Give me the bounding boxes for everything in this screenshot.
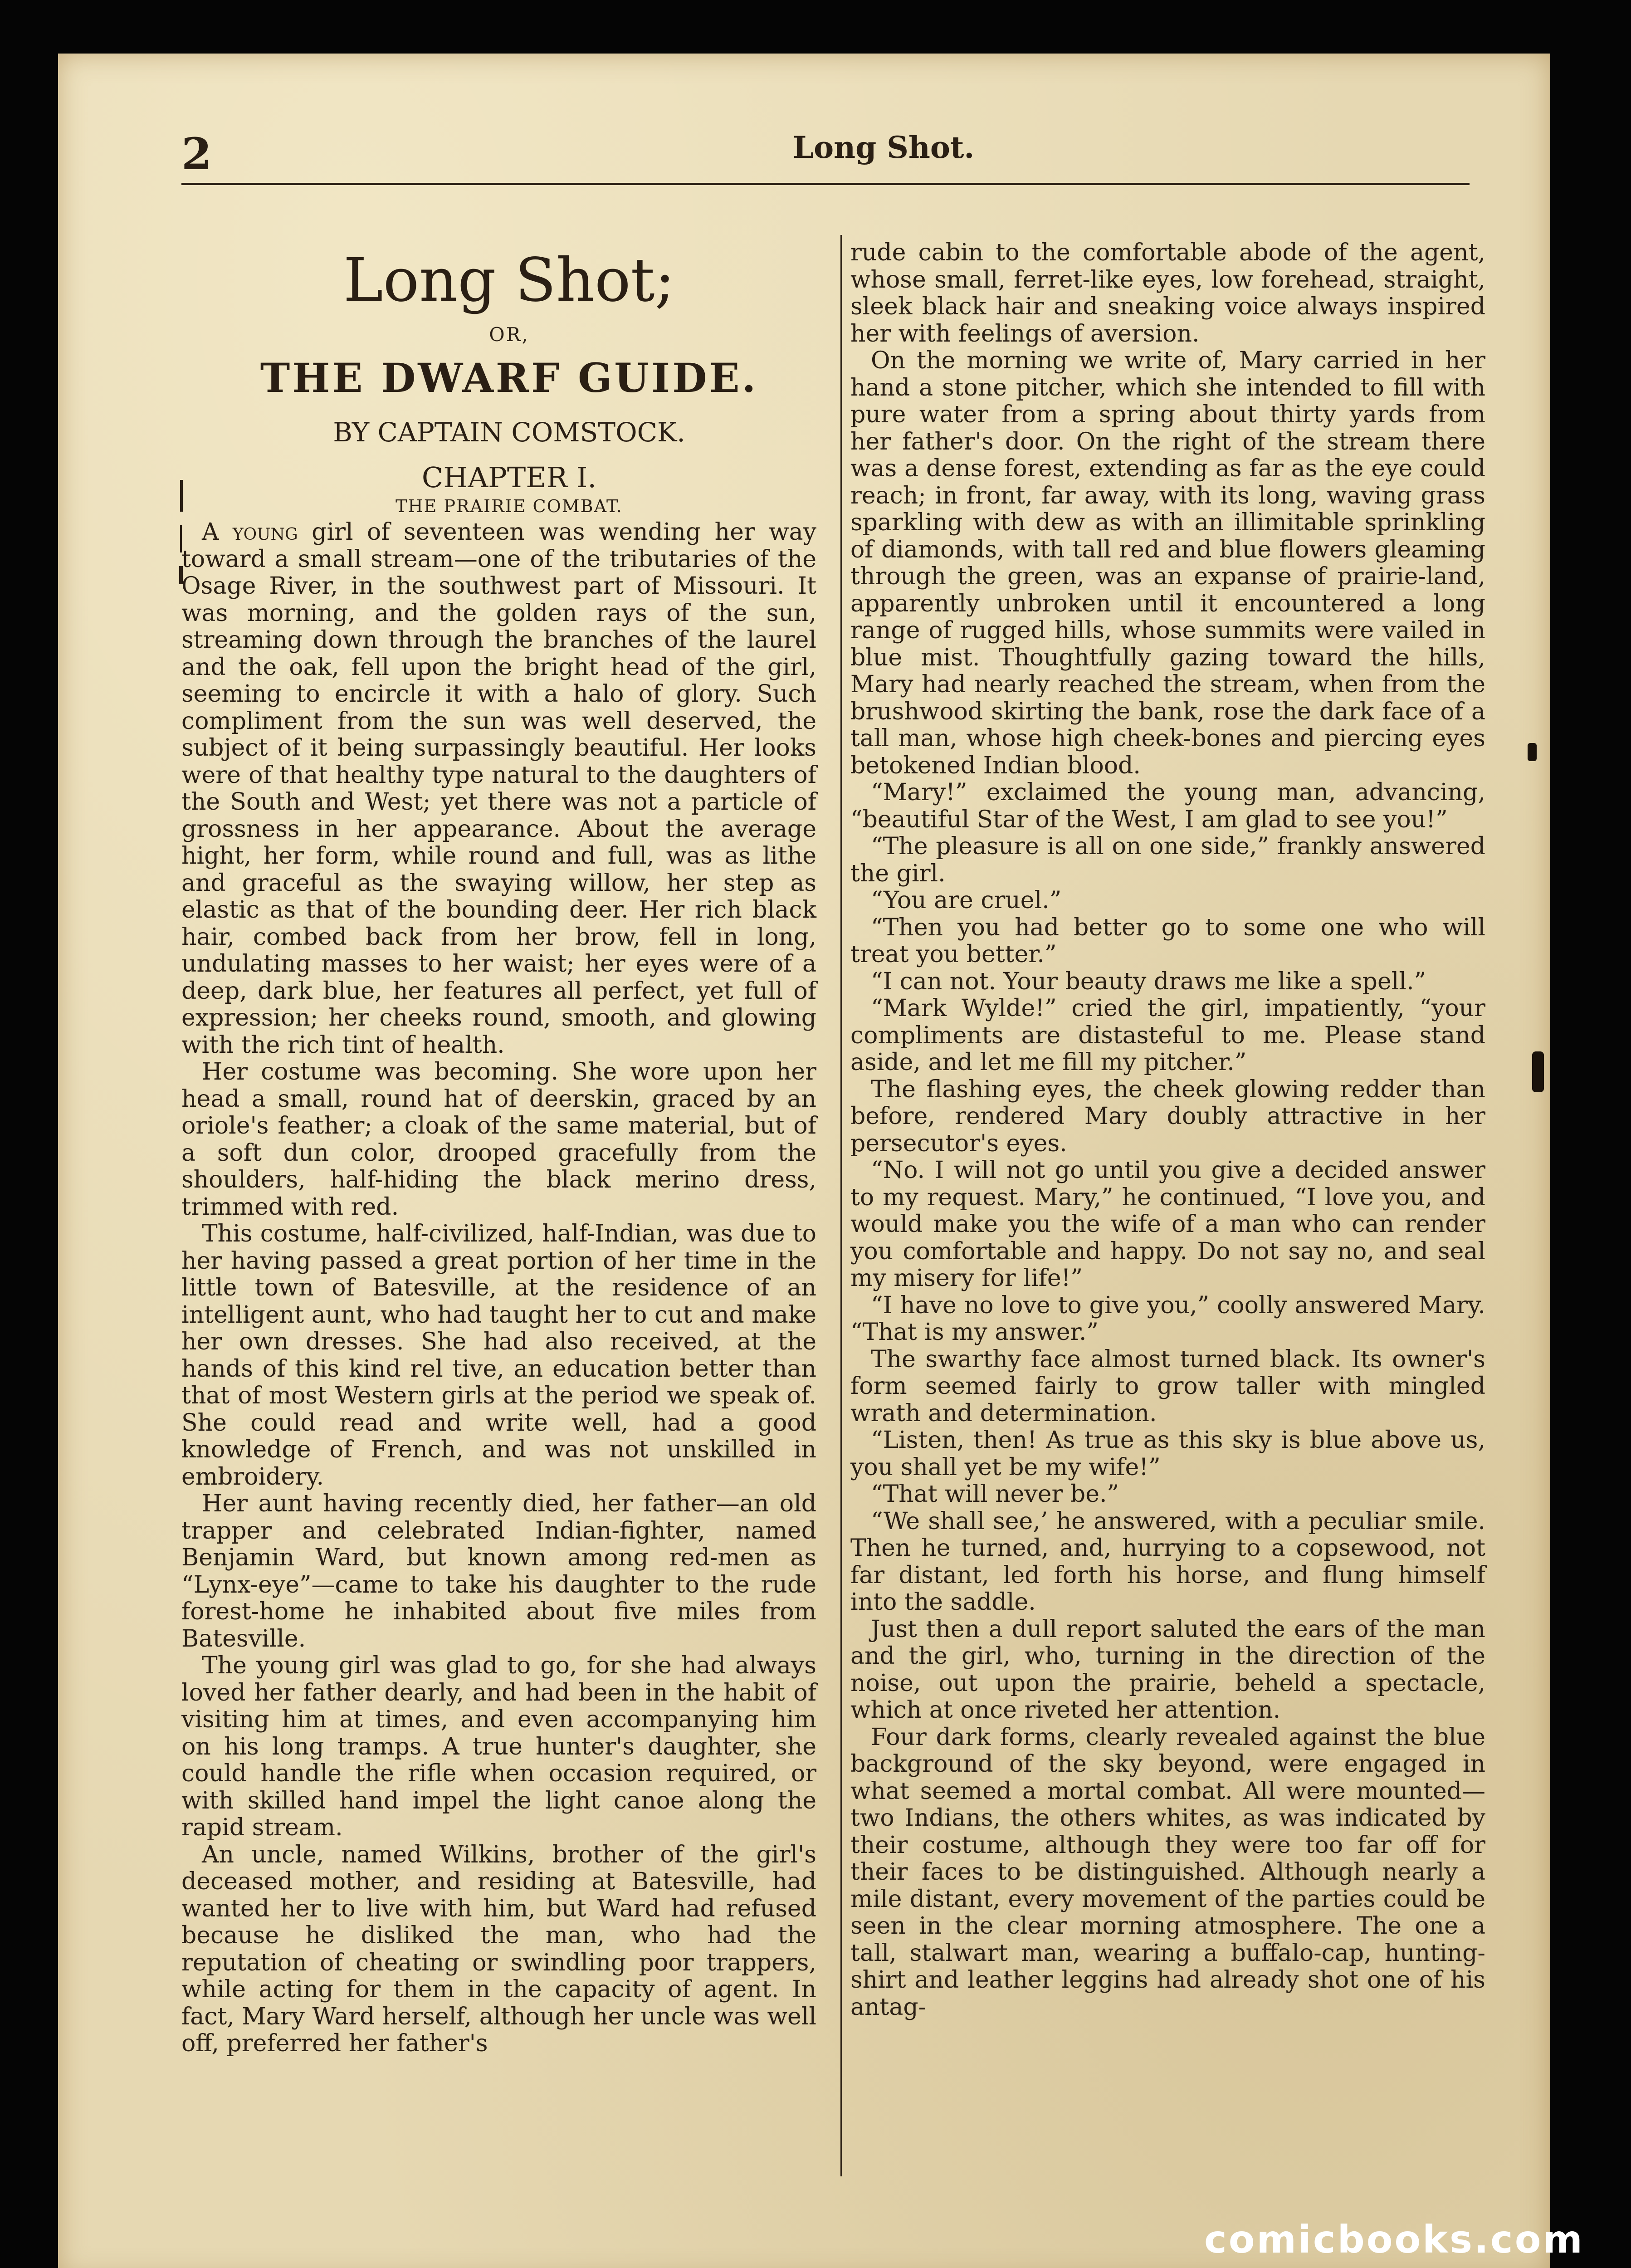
paragraph-right-5: “You are cruel.” [871,887,1062,914]
paragraph-right-4: “The pleasure is all on one side,” frankly answered the girl. [850,833,1485,887]
title-or: OR, [489,323,529,346]
column-rule [840,235,842,2176]
paragraph-left-5: The young girl was glad to go, for she had always loved her father dearly, and had been in the habit of visiting him at times, and even accompanying him on his long tramps. A true hunter's daughter, she could handle the rifle when occasion required, or with skilled hand impel the light canoe along the rapid stream. [181,1652,816,1841]
story-subtitle: THE DWARF GUIDE. [260,354,758,401]
paragraph-left-4: Her aunt having recently died, her father—an old trapper and celebrated Indian-fighter, named Benjamin Ward, but known among red-men as “Lynx-eye”—came to take his daughter to the rude forest-home he inhabited about five miles from Batesville. [181,1490,816,1652]
paragraph-right-11: “I have no love to give you,” coolly answered Mary. “That is my answer.” [850,1291,1485,1346]
paragraph-right-7: “I can not. Your beauty draws me like a spell.” [871,968,1426,995]
chapter-title: THE PRAIRIE COMBAT. [396,496,623,516]
paragraph-left-2: Her costume was becoming. She wore upon her head a small, round hat of deerskin, graced by an oriole's feather; a cloak of the same material, but of a soft dun color, drooped gracefully from the shoulders, half-hiding the black merino dress, trimmed with red. [181,1058,816,1221]
running-title: Long Shot. [792,130,975,165]
byline: BY CAPTAIN COMSTOCK. [333,417,685,448]
chapter-heading: CHAPTER I. [421,461,597,494]
paragraph-right-6: “Then you had better go to some one who will treat you better.” [850,914,1485,968]
paragraph-right-10: “No. I will not go until you give a decided answer to my request. Mary,” he continued, “I love you, and would make you the wife of a man who can render you comfortable and happy. Do not say no, and seal my misery for life!” [850,1157,1485,1292]
paragraph-right-12: The swarthy face almost turned black. Its owner's form seemed fairly to grow taller with mingled wrath and determination. [850,1345,1485,1427]
paragraph-text: girl of seventeen was wending her way toward a small stream—one of the tributaries of the Osage River, in the southwest part of Missouri. It was morning, and the golden rays of the sun, streaming down through the branches of the laurel and the oak, fell upon the bright head of the girl, seeming to encircle it with a halo of glory. Such compliment from the sun was well deserved, the subject of it being surpassingly beautiful. Her looks were of that healthy type natural to the daughters of the South and West; yet there was not a particle of grossness in her appearance. About the average hight, her form, while round and full, was as lithe and graceful as the swaying willow, her step as elastic as that of the bounding deer. Her rich black hair, combed back from her brow, fell in long, undulating masses to her waist; her eyes were of a deep, dark blue, her features all perfect, yet full of expression; her cheeks round, smooth, and glowing with the rich tint of health. [181,518,817,1059]
right-column [850,240,1485,2021]
paragraph-right-1: rude cabin to the comfortable abode of the agent, whose small, ferret-like eyes, low forehead, straight, sleek black hair and sneaking voice always inspired her with feelings of aversion. [850,239,1485,347]
paragraph-left-6: An uncle, named Wilkins, brother of the girl's deceased mother, and residing at Batesville, had wanted her to live with him, but Ward had refused because he disliked the man, who had the reputation of cheating or swindling poor trappers, while acting for them in the capacity of agent. In fact, Mary Ward herself, although her uncle was well off, preferred her father's [181,1841,816,2057]
left-column [181,244,816,2058]
paragraph-left-1 [181,519,816,1059]
header-rule [181,183,1470,185]
story-title: Long Shot; [343,245,675,315]
paragraph-right-2: On the morning we write of, Mary carried in her hand a stone pitcher, which she intended to fill with pure water from a spring about thirty yards from her father's door. On the right of the stream there was a dense forest, extending as far as the eye could reach; in front, far away, with its long, waving grass sparkling with dew as with an illimitable sprinkling of diamonds, with tall red and blue flowers gleaming through the green, was an expanse of prairie-land, apparently unbroken until it encountered a long range of rugged hills, whose summits were vailed in blue mist. Thoughtfully gazing toward the hills, Mary had nearly reached the stream, when from the brushwood skirting the bank, rose the dark face of a tall man, whose high cheek-bones and piercing eyes betokened Indian blood. [850,347,1485,779]
page-number: 2 [181,128,212,180]
paper-tear-mark [1528,743,1537,761]
paragraph-right-15: “We shall see,’ he answered, with a peculiar smile. Then he turned, and, hurrying to a copsewood, not far distant, led forth his horse, and flung himself into the saddle. [850,1507,1485,1616]
newspaper-page [58,54,1550,2268]
paragraph-right-17: Four dark forms, clearly revealed against the blue background of the sky beyond, were engaged in what seemed a mortal combat. All were mounted—two Indians, the others whites, as was indicated by their costume, although they were too far off for their faces to be distinguished. Although nearly a mile distant, every movement of the parties could be seen in the clear morning atmosphere. The one a tall, stalwart man, wearing a buffalo-cap, hunting-shirt and leather leggins had already shot one of his antag- [850,1723,1485,2021]
lead-in: A young [202,518,298,546]
watermark: comicbooks.com [1204,2217,1584,2262]
paper-tear-mark [1532,1051,1544,1092]
paragraph-right-9: The flashing eyes, the cheek glowing redder than before, rendered Mary doubly attractive in her persecutor's eyes. [850,1075,1485,1157]
paragraph-right-14: “That will never be.” [871,1481,1119,1508]
paragraph-right-8: “Mark Wylde!” cried the girl, impatiently, “your compliments are distasteful to me. Please stand aside, and let me fill my pitcher.” [850,995,1485,1076]
paragraph-right-16: Just then a dull report saluted the ears of the man and the girl, who, turning in the direction of the noise, out upon the prairie, beheld a spectacle, which at once riveted her attention. [850,1615,1485,1724]
paragraph-left-3: This costume, half-civilized, half-Indian, was due to her having passed a great portion of her time in the little town of Batesville, at the residence of an intelligent aunt, who had taught her to cut and make her own dresses. She had also received, at the hands of this kind rel tive, an education better than that of most Western girls at the period we speak of. She could read and write well, had a good knowledge of French, and was not unskilled in embroidery. [181,1220,816,1491]
paragraph-right-3: “Mary!” exclaimed the young man, advancing, “beautiful Star of the West, I am glad to see you!” [850,779,1485,833]
paragraph-right-13: “Listen, then! As true as this sky is blue above us, you shall yet be my wife!” [850,1427,1485,1481]
